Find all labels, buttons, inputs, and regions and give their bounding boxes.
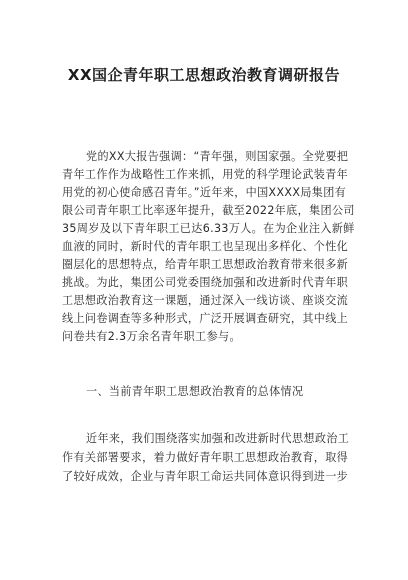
section-heading: 一、当前青年职工思想政治教育的总体情况 bbox=[86, 385, 304, 398]
paragraph-line: 血液的同时，新时代的青年职工也呈现出多样化、个性化 bbox=[62, 240, 349, 253]
paragraph-line: 问卷共有2.3万余名青年职工参与。 bbox=[62, 330, 241, 343]
paragraph-line: 工思想政治教育这一课题，通过深入一线访谈、座谈交流 bbox=[62, 294, 349, 307]
paragraph-line: 圈层化的思想特点，给青年职工思想政治教育带来很多新 bbox=[62, 258, 349, 271]
paragraph-line: 党的XX大报告强调：“青年强，则国家强。全党要把 bbox=[86, 150, 349, 163]
paragraph-line: 近年来，我们围绕落实加强和改进新时代思想政治工 bbox=[86, 432, 350, 445]
paragraph-line: 挑战。为此，集团公司党委围绕加强和改进新时代青年职 bbox=[62, 276, 349, 289]
paragraph-line: 用党的初心使命感召青年。”近年来，中国XXXX局集团有 bbox=[62, 186, 347, 199]
paragraph-line: 线上问卷调查等多种形式，广泛开展调查研究，其中线上 bbox=[62, 312, 349, 325]
paragraph-line: 35周岁及以下青年职工已达6.33万人。在为企业注入新鲜 bbox=[62, 222, 355, 235]
paragraph-line: 限公司青年职工比率逐年提升，截至2022年底，集团公司 bbox=[62, 204, 355, 217]
paragraph-line: 青年工作作为战略性工作来抓，用党的科学理论武装青年 bbox=[62, 168, 349, 181]
document-title: XX国企青年职工思想政治教育调研报告 bbox=[67, 66, 341, 84]
paragraph-line: 了较好成效，企业与青年职工命运共同体意识得到进一步 bbox=[62, 470, 349, 483]
paragraph-line: 作有关部署要求，着力做好青年职工思想政治教育，取得 bbox=[62, 451, 349, 464]
